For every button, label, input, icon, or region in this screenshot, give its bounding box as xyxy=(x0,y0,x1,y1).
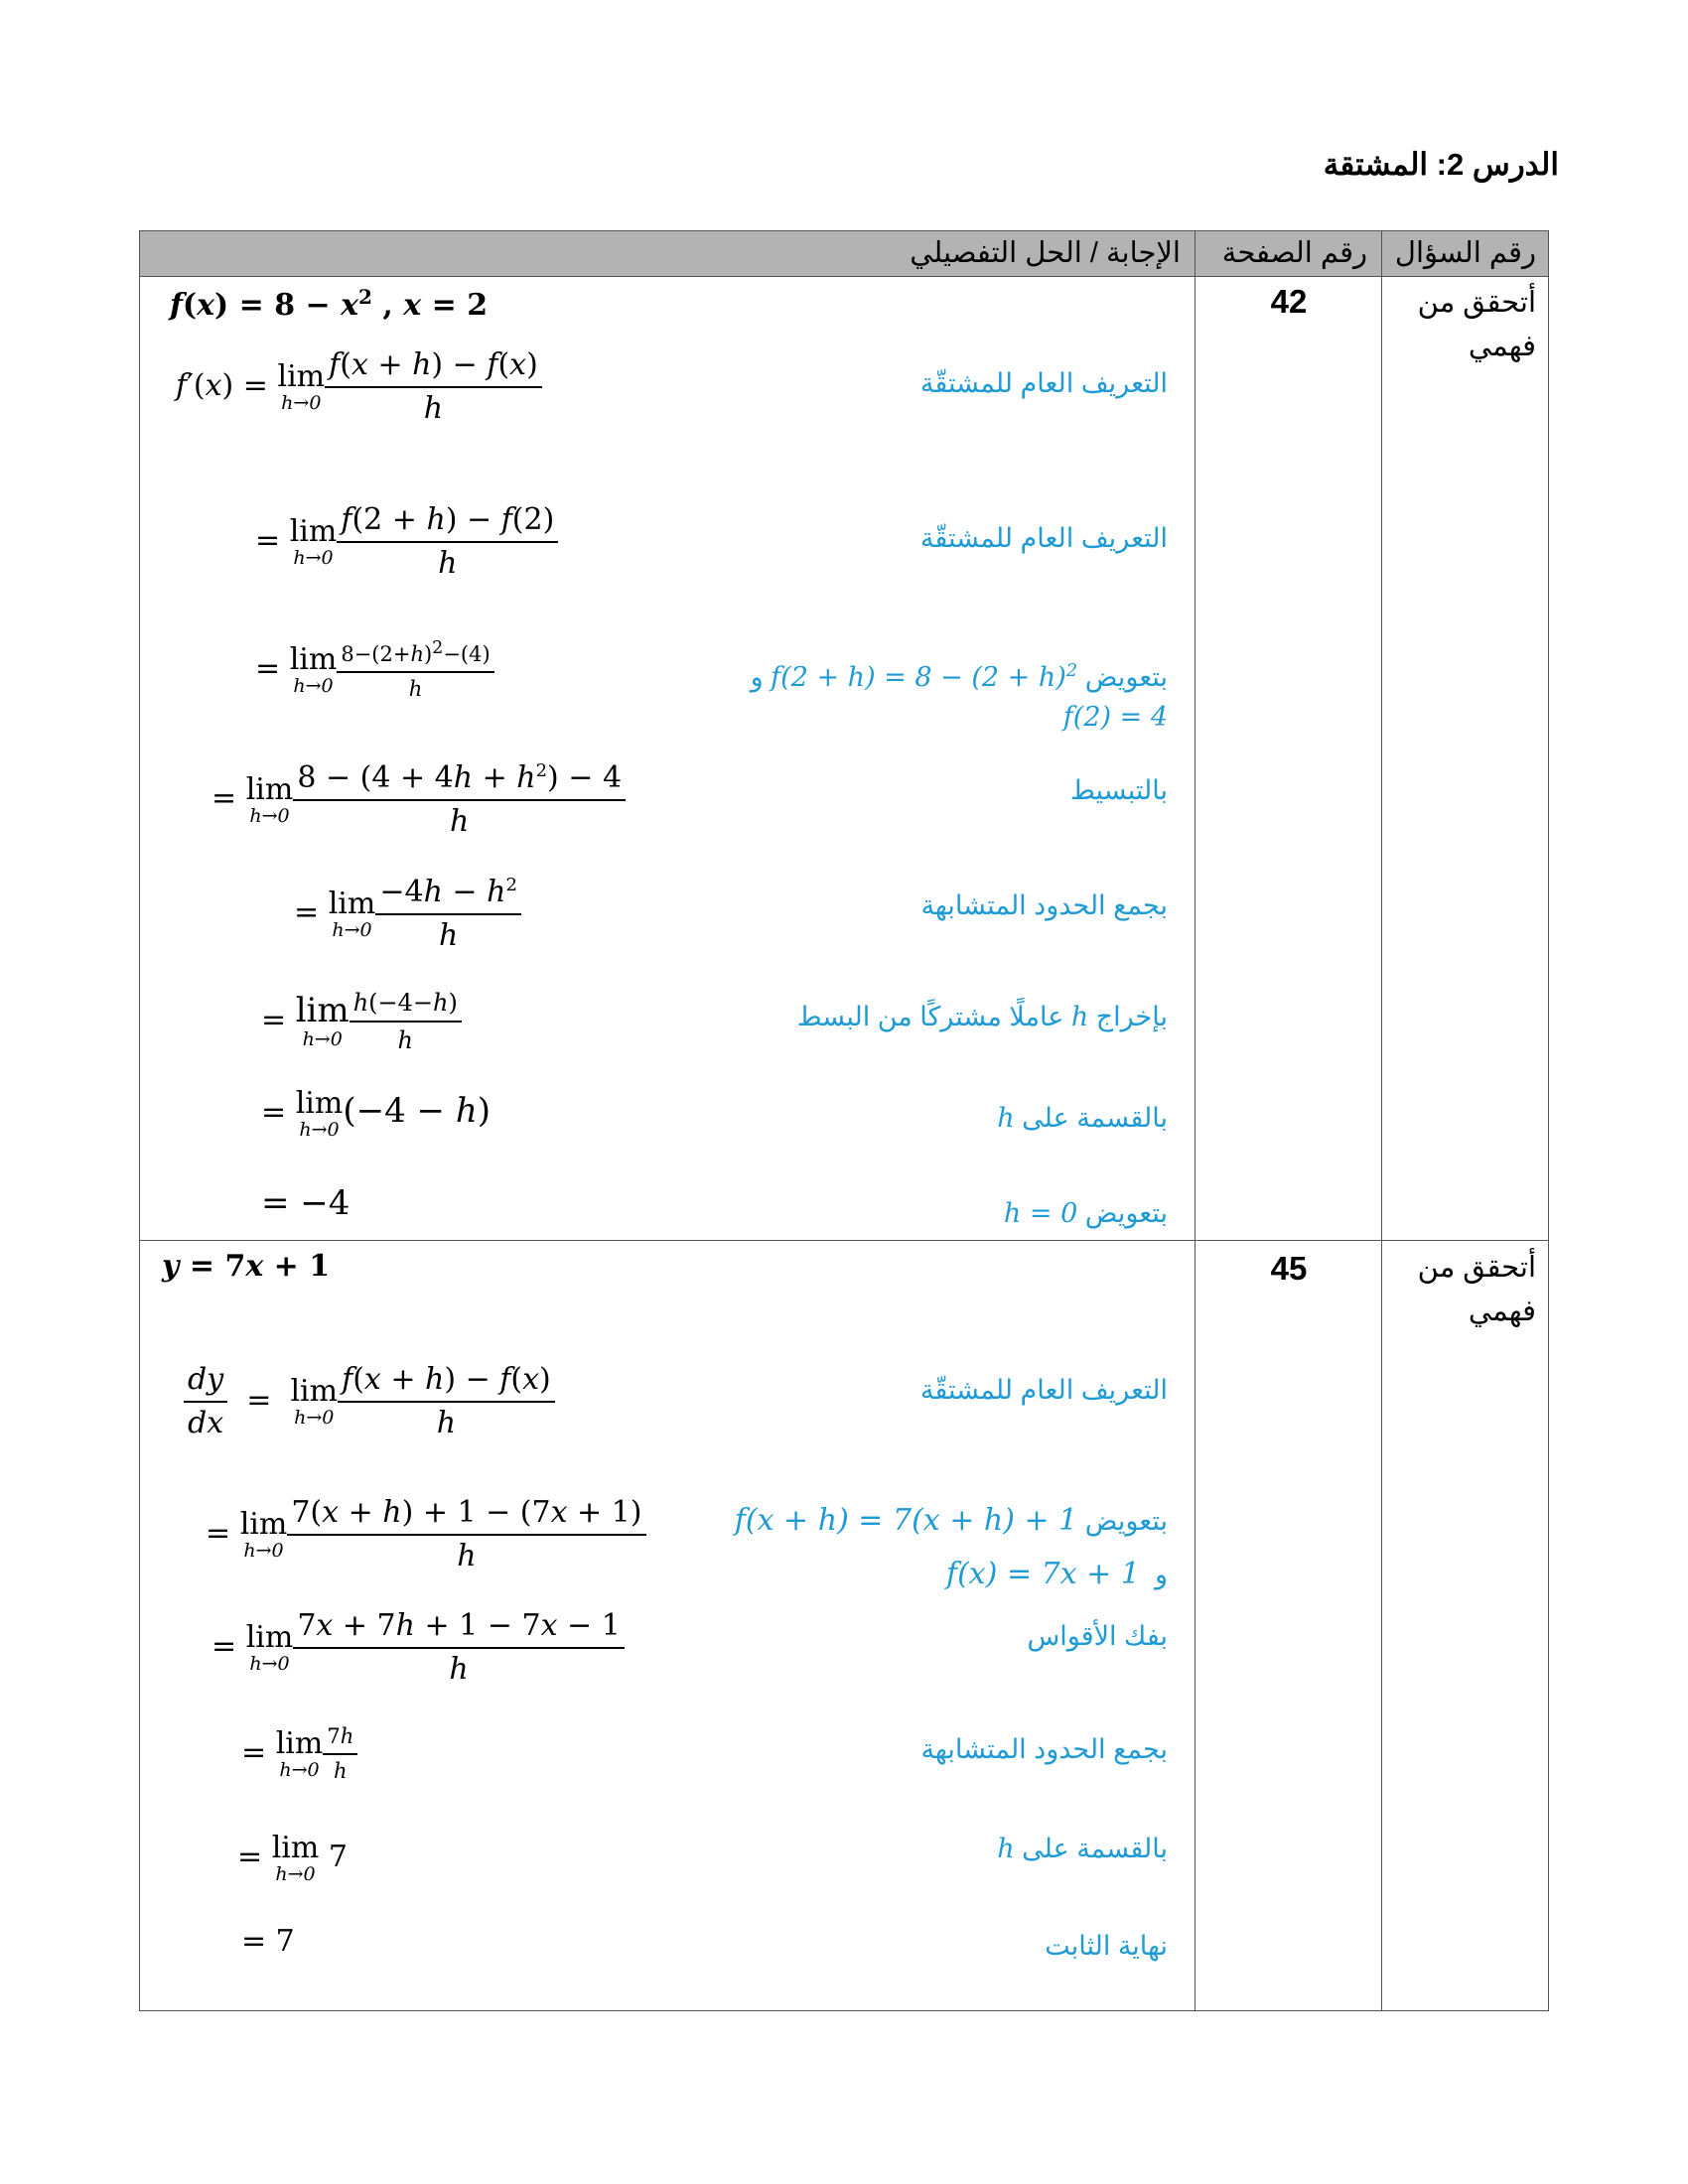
header-question-no: رقم السؤال xyxy=(1394,237,1536,269)
column-divider xyxy=(1381,231,1382,2010)
column-divider xyxy=(1195,231,1196,2010)
question-label: أتحقق من فهمي xyxy=(1417,287,1536,362)
math-step: = lim h→0 $\frac{-4h - h^2}{h}$ xyxy=(294,877,521,951)
math-step: = lim h→0 $\frac{8-(2+h)^2-(4)}{h}$ xyxy=(255,640,494,700)
step-note: بتعويض f(x + h) = 7(x + h) + 1 xyxy=(734,1503,1168,1538)
row-divider xyxy=(140,1240,1548,1241)
step-note: نهاية الثابت xyxy=(1045,1931,1168,1961)
step-note: و f(x) = 7x + 1 xyxy=(945,1557,1168,1591)
step-note: بالقسمة على h xyxy=(997,1103,1168,1134)
question-label: أتحقق من فهمي xyxy=(1417,1252,1536,1327)
step-note: بإخراج h عاملًا مشتركًا من البسط xyxy=(796,1002,1168,1032)
step-note: التعريف العام للمشتقّة xyxy=(919,523,1168,553)
solutions-table xyxy=(139,230,1549,2011)
step-note: بالتبسيط xyxy=(1069,775,1168,805)
math-step: = lim h→0 $\frac{8 - (4 + 4h + h^2) - 4}{h}$ xyxy=(211,762,626,837)
step-note: بتعويض $f(2 + h) = 8 - (2 + h)^2$ و xyxy=(750,660,1168,693)
derivative-definition: f′(x) = lim h→0 $\frac{f(x + h) - f(x)}{h}$ xyxy=(176,350,542,424)
math-step: = lim h→0 $\frac{7(x + h) + 1 - (7x + 1)}{h}$ xyxy=(206,1498,646,1571)
step-note: التعريف العام للمشتقّة xyxy=(919,1375,1168,1405)
page-title: الدرس 2: المشتقة xyxy=(1323,147,1559,182)
header-page-no: رقم الصفحة xyxy=(1221,237,1367,269)
function-statement: $f(x) = 8 - x^2$ , x = 2 xyxy=(170,285,489,323)
step-note-expression: f(2) = 4 xyxy=(1062,702,1168,733)
derivative-definition: $\frac{dy}{dx}$ = lim h→0 $\frac{f(x + h) - f(x)}{h}$ xyxy=(184,1365,555,1438)
step-note: بجمع الحدود المتشابهة xyxy=(920,1734,1168,1764)
math-step: = lim h→0 $\frac{f(2 + h) - f(2)}{h}$ xyxy=(255,505,558,579)
page-number: 45 xyxy=(1270,1250,1308,1287)
math-step: = −4 xyxy=(261,1183,351,1223)
math-step: = lim h→0 (−4 − h) xyxy=(261,1086,491,1141)
step-note: بتعويض h = 0 xyxy=(1003,1198,1168,1229)
math-step: = lim h→0 $\frac{h(-4-h)}{h}$ xyxy=(261,991,462,1052)
step-note: بالقسمة على h xyxy=(997,1834,1168,1864)
page-number: 42 xyxy=(1270,283,1308,320)
math-step: = 7 xyxy=(241,1924,295,1959)
header-answer: الإجابة / الحل التفصيلي xyxy=(910,237,1181,269)
step-note: بجمع الحدود المتشابهة xyxy=(920,890,1168,920)
step-note: بفك الأقواس xyxy=(1027,1621,1168,1651)
function-statement: y = 7x + 1 xyxy=(162,1249,331,1284)
math-step: = lim h→0 $\frac{7h}{h}$ xyxy=(241,1726,357,1782)
math-step: = lim h→0 7 xyxy=(237,1831,348,1885)
step-note: التعريف العام للمشتقّة xyxy=(919,368,1168,398)
math-step: = lim h→0 $\frac{7x + 7h + 1 - 7x - 1}{h}$ xyxy=(211,1611,625,1685)
